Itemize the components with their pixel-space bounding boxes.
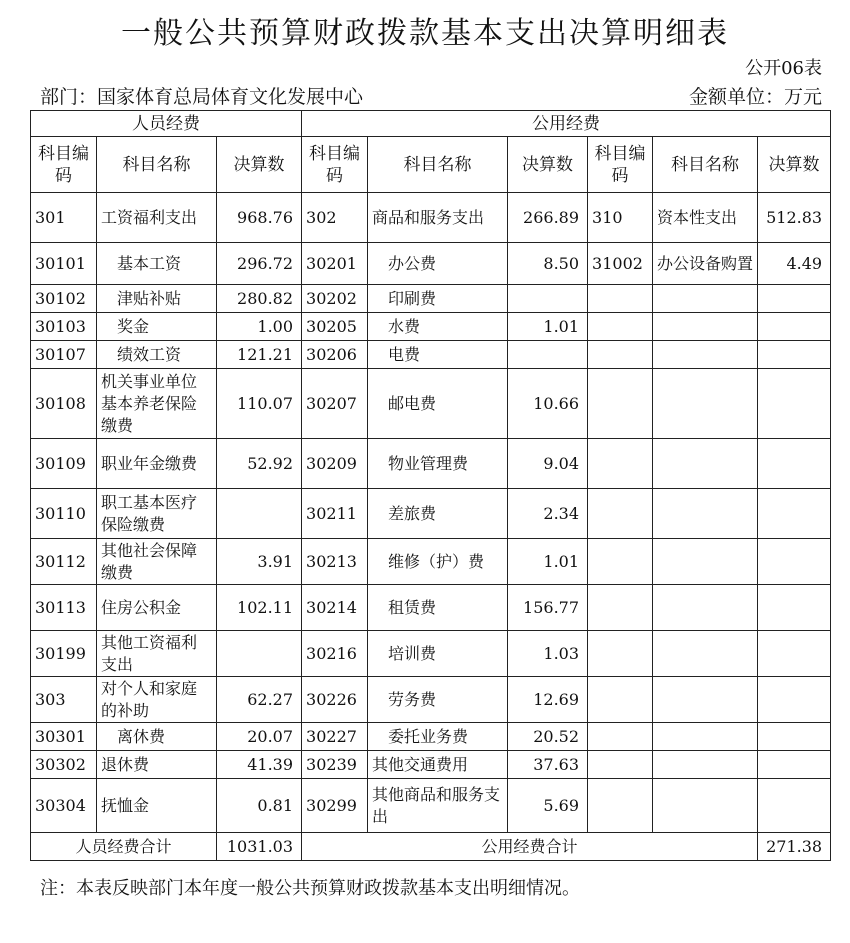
cell-code: 30301 <box>31 723 97 751</box>
table-row <box>31 539 831 585</box>
cell-name: 物业管理费 <box>368 439 508 489</box>
cell-code: 30209 <box>302 439 368 489</box>
cell-amount: 4.49 <box>758 243 831 285</box>
table-row <box>31 439 831 489</box>
cell-code <box>588 341 653 369</box>
cell-code: 30103 <box>31 313 97 341</box>
table-row <box>31 751 831 779</box>
column-header-amount: 决算数 <box>217 137 302 193</box>
personnel-total-value: 1031.03 <box>217 833 302 861</box>
column-header-name: 科目名称 <box>653 137 758 193</box>
table-row <box>31 585 831 631</box>
cell-amount <box>758 751 831 779</box>
cell-name: 其他社会保障缴费 <box>97 539 217 585</box>
cell-name <box>653 285 758 313</box>
cell-code: 30207 <box>302 369 368 439</box>
cell-amount: 8.50 <box>508 243 588 285</box>
cell-amount: 280.82 <box>217 285 302 313</box>
cell-code <box>588 539 653 585</box>
expenditure-table <box>30 110 831 861</box>
personnel-total-label: 人员经费合计 <box>31 833 217 861</box>
cell-code <box>588 439 653 489</box>
cell-amount: 20.07 <box>217 723 302 751</box>
cell-name: 办公设备购置 <box>653 243 758 285</box>
totals-row <box>31 833 831 861</box>
cell-code <box>588 723 653 751</box>
cell-name: 职工基本医疗保险缴费 <box>97 489 217 539</box>
cell-name <box>653 677 758 723</box>
cell-name <box>653 539 758 585</box>
cell-name: 委托业务费 <box>368 723 508 751</box>
cell-code: 30199 <box>31 631 97 677</box>
cell-name <box>653 313 758 341</box>
cell-amount: 62.27 <box>217 677 302 723</box>
cell-amount: 266.89 <box>508 193 588 243</box>
cell-name: 抚恤金 <box>97 779 217 833</box>
cell-name: 离休费 <box>97 723 217 751</box>
cell-code: 30304 <box>31 779 97 833</box>
cell-amount <box>758 313 831 341</box>
cell-amount: 5.69 <box>508 779 588 833</box>
cell-name: 其他商品和服务支出 <box>368 779 508 833</box>
cell-name <box>653 369 758 439</box>
cell-code: 30216 <box>302 631 368 677</box>
cell-code: 30112 <box>31 539 97 585</box>
column-header-amount: 决算数 <box>508 137 588 193</box>
cell-name: 机关事业单位基本养老保险缴费 <box>97 369 217 439</box>
cell-amount: 3.91 <box>217 539 302 585</box>
cell-amount: 1.00 <box>217 313 302 341</box>
table-row <box>31 631 831 677</box>
cell-amount: 102.11 <box>217 585 302 631</box>
table-row <box>31 723 831 751</box>
column-header-name: 科目名称 <box>97 137 217 193</box>
cell-name: 资本性支出 <box>653 193 758 243</box>
cell-name: 商品和服务支出 <box>368 193 508 243</box>
cell-name <box>653 439 758 489</box>
cell-code <box>588 631 653 677</box>
cell-name: 印刷费 <box>368 285 508 313</box>
cell-amount: 156.77 <box>508 585 588 631</box>
cell-amount: 512.83 <box>758 193 831 243</box>
cell-amount <box>758 779 831 833</box>
table-row <box>31 193 831 243</box>
cell-code <box>588 369 653 439</box>
table-row <box>31 243 831 285</box>
cell-code: 30206 <box>302 341 368 369</box>
department-label: 部门：国家体育总局体育文化发展中心 <box>40 86 364 108</box>
cell-amount <box>758 723 831 751</box>
public-header: 公用经费 <box>302 111 831 137</box>
cell-code <box>588 677 653 723</box>
cell-amount <box>508 285 588 313</box>
cell-code: 30202 <box>302 285 368 313</box>
cell-amount <box>217 489 302 539</box>
table-row <box>31 677 831 723</box>
cell-code: 30101 <box>31 243 97 285</box>
cell-amount: 37.63 <box>508 751 588 779</box>
cell-code: 302 <box>302 193 368 243</box>
cell-name <box>653 341 758 369</box>
cell-code: 30108 <box>31 369 97 439</box>
cell-name: 租赁费 <box>368 585 508 631</box>
cell-amount: 12.69 <box>508 677 588 723</box>
cell-name: 差旅费 <box>368 489 508 539</box>
cell-code <box>588 779 653 833</box>
column-header-code: 科目编码 <box>31 137 97 193</box>
cell-name: 津贴补贴 <box>97 285 217 313</box>
cell-code: 30214 <box>302 585 368 631</box>
cell-code: 30113 <box>31 585 97 631</box>
cell-amount: 20.52 <box>508 723 588 751</box>
cell-amount: 10.66 <box>508 369 588 439</box>
cell-amount <box>758 439 831 489</box>
cell-name: 基本工资 <box>97 243 217 285</box>
cell-amount <box>758 585 831 631</box>
cell-name: 对个人和家庭的补助 <box>97 677 217 723</box>
cell-name: 培训费 <box>368 631 508 677</box>
cell-name <box>653 723 758 751</box>
cell-amount: 41.39 <box>217 751 302 779</box>
footnote: 注：本表反映部门本年度一般公共预算财政拨款基本支出明细情况。 <box>40 878 580 899</box>
cell-code: 30213 <box>302 539 368 585</box>
cell-name: 住房公积金 <box>97 585 217 631</box>
cell-name <box>653 631 758 677</box>
amount-unit-label: 金额单位：万元 <box>688 86 822 108</box>
cell-code: 30109 <box>31 439 97 489</box>
cell-name: 其他工资福利支出 <box>97 631 217 677</box>
table-row <box>31 313 831 341</box>
cell-code: 30211 <box>302 489 368 539</box>
table-row <box>31 369 831 439</box>
cell-amount: 2.34 <box>508 489 588 539</box>
cell-amount: 1.01 <box>508 313 588 341</box>
cell-amount <box>758 539 831 585</box>
column-header-code: 科目编码 <box>302 137 368 193</box>
cell-name: 其他交通费用 <box>368 751 508 779</box>
cell-name <box>653 489 758 539</box>
cell-name: 办公费 <box>368 243 508 285</box>
cell-code: 303 <box>31 677 97 723</box>
cell-code: 30299 <box>302 779 368 833</box>
cell-name: 奖金 <box>97 313 217 341</box>
table-group-header-row <box>31 111 831 137</box>
column-header-code: 科目编码 <box>588 137 653 193</box>
cell-amount: 52.92 <box>217 439 302 489</box>
cell-name: 职业年金缴费 <box>97 439 217 489</box>
cell-name <box>653 751 758 779</box>
cell-code: 30239 <box>302 751 368 779</box>
cell-amount: 110.07 <box>217 369 302 439</box>
cell-code <box>588 585 653 631</box>
cell-code: 30205 <box>302 313 368 341</box>
column-header-amount: 决算数 <box>758 137 831 193</box>
cell-amount <box>758 677 831 723</box>
cell-code: 30302 <box>31 751 97 779</box>
cell-amount <box>758 341 831 369</box>
cell-amount <box>758 489 831 539</box>
cell-name: 绩效工资 <box>97 341 217 369</box>
table-column-header-row <box>31 137 831 193</box>
page-title: 一般公共预算财政拨款基本支出决算明细表 <box>121 16 729 51</box>
cell-amount <box>508 341 588 369</box>
column-header-name: 科目名称 <box>368 137 508 193</box>
cell-amount: 9.04 <box>508 439 588 489</box>
personnel-header: 人员经费 <box>31 111 302 137</box>
cell-amount <box>758 285 831 313</box>
public-total-value: 271.38 <box>758 833 831 861</box>
table-row <box>31 779 831 833</box>
cell-amount: 1.03 <box>508 631 588 677</box>
table-row <box>31 489 831 539</box>
cell-amount <box>758 631 831 677</box>
public-total-label: 公用经费合计 <box>302 833 758 861</box>
cell-code: 301 <box>31 193 97 243</box>
table-row <box>31 341 831 369</box>
cell-amount: 1.01 <box>508 539 588 585</box>
cell-amount <box>758 369 831 439</box>
cell-amount: 296.72 <box>217 243 302 285</box>
cell-name: 工资福利支出 <box>97 193 217 243</box>
cell-name: 电费 <box>368 341 508 369</box>
cell-name: 劳务费 <box>368 677 508 723</box>
cell-name: 水费 <box>368 313 508 341</box>
cell-code: 30227 <box>302 723 368 751</box>
cell-amount: 121.21 <box>217 341 302 369</box>
cell-amount: 968.76 <box>217 193 302 243</box>
cell-code <box>588 751 653 779</box>
table-row <box>31 285 831 313</box>
cell-code: 30110 <box>31 489 97 539</box>
cell-code <box>588 489 653 539</box>
cell-code: 31002 <box>588 243 653 285</box>
cell-name: 退休费 <box>97 751 217 779</box>
cell-name: 维修（护）费 <box>368 539 508 585</box>
cell-code: 310 <box>588 193 653 243</box>
cell-name <box>653 779 758 833</box>
cell-code: 30201 <box>302 243 368 285</box>
cell-code: 30226 <box>302 677 368 723</box>
cell-code: 30107 <box>31 341 97 369</box>
cell-code <box>588 313 653 341</box>
form-number: 公开06表 <box>745 58 822 79</box>
cell-code <box>588 285 653 313</box>
cell-code: 30102 <box>31 285 97 313</box>
cell-amount <box>217 631 302 677</box>
cell-name <box>653 585 758 631</box>
cell-name: 邮电费 <box>368 369 508 439</box>
cell-amount: 0.81 <box>217 779 302 833</box>
